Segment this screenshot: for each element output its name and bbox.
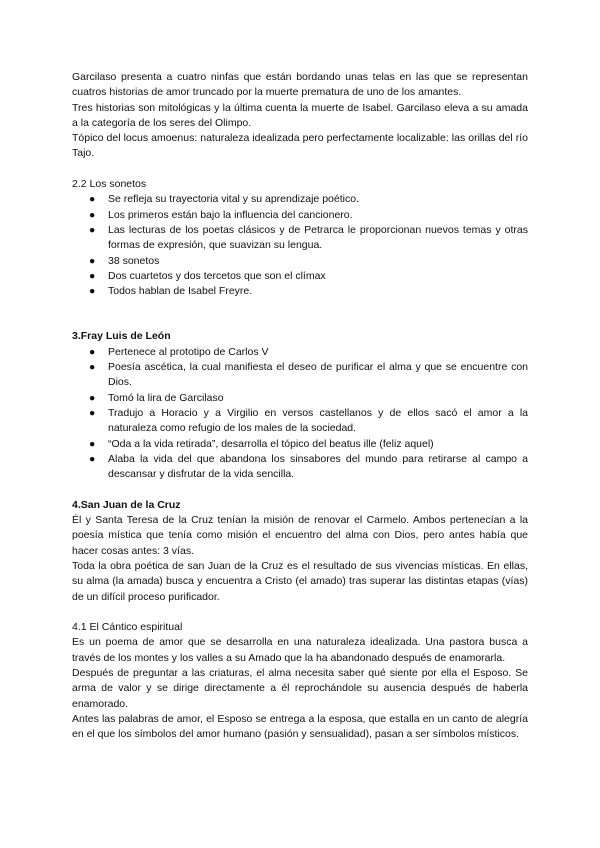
body-paragraph: Es un poema de amor que se desarrolla en una naturaleza idealizada. Una pastora busca a través de los montes y los valles a su Amado que la ha abandonado después de enamorarla. — [72, 636, 528, 664]
sonetos-list — [72, 192, 528, 299]
list-item: ● Alaba la vida del que abandona los sinsabores del mundo para retirarse al campo a descansar y disfrutar de la vida sencilla. — [89, 452, 528, 481]
fray-luis-list — [72, 345, 528, 483]
bullet-icon: ● — [89, 452, 96, 465]
document-page — [72, 70, 528, 742]
bullet-icon: ● — [89, 223, 96, 236]
bullet-icon: ● — [89, 437, 96, 450]
body-paragraph: Antes las palabras de amor, el Esposo se entrega a la esposa, que estalla en un canto de alegría en el que los símbolos del amor humano (pasión y sensualidad), pasan a ser símbolos místicos. — [72, 712, 528, 741]
bullet-icon: ● — [89, 361, 96, 374]
section-heading-fray-luis: 3.Fray Luis de León — [72, 330, 171, 343]
section-heading-cantico: 4.1 El Cántico espiritual — [72, 621, 183, 634]
list-item: ● Tradujo a Horacio y a Virgilio en versos castellanos y de ellos sacó el amor a la naturaleza como refugio de los males de la sociedad. — [89, 406, 528, 435]
list-item: ● Las lecturas de los poetas clásicos y de Petrarca le proporcionan nuevos temas y otras formas de expresión, que suavizan su lengua. — [89, 223, 528, 252]
list-item: ● Los primeros están bajo la influencia del cancionero. — [72, 208, 528, 223]
bullet-icon: ● — [89, 345, 96, 358]
intro-paragraph: Tópico del locus amoenus: naturaleza idealizada pero perfectamente localizable: las orillas del río Tajo. — [72, 132, 528, 160]
bullet-icon: ● — [89, 285, 96, 298]
list-item: ● Dos cuartetos y dos tercetos que son el clímax — [72, 269, 528, 284]
bullet-icon: ● — [89, 193, 96, 206]
list-item: ● Tomó la lira de Garcilaso — [72, 391, 528, 406]
body-paragraph: Él y Santa Teresa de la Cruz tenían la misión de renovar el Carmelo. Ambos pertenecían a la poesía mística que tenía como misión el encuentro del alma con Dios, pero antes había que hacer cosas antes: 3 vías. — [72, 514, 528, 557]
list-item: ● Pertenece al prototipo de Carlos V — [72, 345, 528, 360]
section-heading-sonetos: 2.2 Los sonetos — [72, 178, 147, 191]
bullet-icon: ● — [89, 208, 96, 221]
bullet-icon: ● — [89, 269, 96, 282]
section-heading-san-juan: 4.San Juan de la Cruz — [72, 498, 181, 511]
list-item: ● Se refleja su trayectoria vital y su aprendizaje poético. — [72, 192, 528, 207]
body-paragraph: Toda la obra poética de san Juan de la Cruz es el resultado de sus vivencias místicas. En ellas, su alma (la amada) busca y encuentra a Cristo (el amado) tras superar las distintas etapas (vías) de un difícil proceso purificador. — [72, 559, 528, 603]
intro-paragraph: Tres historias son mitológicas y la última cuenta la muerte de Isabel. Garcilaso eleva a su amada a la categoría de los seres del Olimpo. — [72, 101, 528, 129]
intro-paragraph: Garcilaso presenta a cuatro ninfas que están bordando unas telas en las que se representan cuatros historias de amor truncado por la muerte prematura de uno de los amantes. — [72, 71, 528, 99]
list-item: ● 38 sonetos — [72, 254, 528, 269]
list-item: ● Todos hablan de Isabel Freyre. — [72, 284, 528, 299]
bullet-icon: ● — [89, 391, 96, 404]
bullet-icon: ● — [89, 406, 96, 419]
list-item: ● Poesía ascética, la cual manifiesta el deseo de purificar el alma y que se encuentre con Dios. — [89, 361, 528, 389]
bullet-icon: ● — [89, 254, 96, 267]
body-paragraph: Después de preguntar a las criaturas, el alma necesita saber qué siente por ella el Esposo. Se arma de valor y se dirige directamente a él reprochándole su ausencia después de haberla enamorado. — [72, 666, 528, 710]
list-item: ● “Oda a la vida retirada”, desarrolla el tópico del beatus ille (feliz aquel) — [72, 437, 528, 452]
